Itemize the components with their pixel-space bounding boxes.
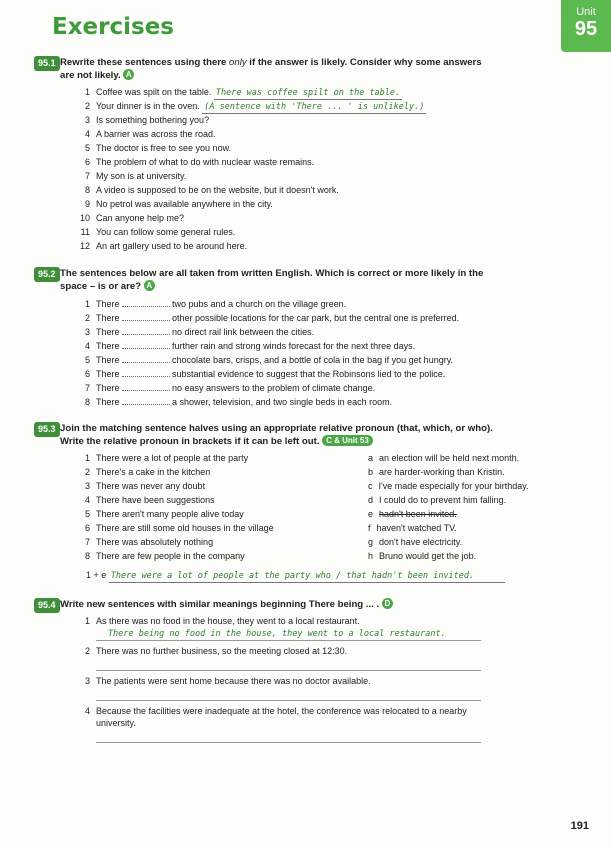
item-number: 6 (84, 523, 90, 533)
item-text: The problem of what to do with nuclear waste remains. (96, 157, 315, 167)
ex1-instr-rest: if the answer is likely. Consider why some answers (246, 57, 482, 68)
item-letter: c (368, 481, 373, 491)
item-text: chocolate bars, crisps, and a bottle of cola in the bag if you get hungry. (172, 355, 454, 365)
item-text: I've made especially for your birthday. (378, 481, 529, 491)
item-number: 5 (84, 143, 90, 153)
item-text: Because the facilities were inadequate at the hotel, the conference was relocated to a nearby (96, 706, 467, 716)
item-text: The doctor is free to see you now. (96, 143, 232, 153)
item-number: 2 (84, 313, 90, 323)
ex3-right-item (368, 467, 505, 478)
unit-label: Unit (576, 6, 596, 18)
item-number: 11 (80, 227, 90, 237)
item-number: 1 (84, 299, 90, 309)
item-lead: There (96, 299, 120, 309)
ex4-instr-end: . (373, 599, 380, 610)
item-text: don't have electricity. (379, 537, 463, 547)
ex3-instr: Join the matching sentence halves using an appropriate relative pronoun (that, which, or who). (60, 423, 493, 434)
item-number: 5 (84, 509, 90, 519)
item-text: a shower, television, and two single beds in each room. (172, 397, 393, 407)
item-letter: e (368, 509, 374, 519)
item-text: The patients were sent home because there was no doctor available. (96, 676, 371, 686)
ex2-item (78, 340, 415, 352)
ex4-instr: Write new sentences with similar meanings beginning (60, 599, 309, 610)
item-letter: f (368, 523, 371, 533)
item-letter: h (368, 551, 374, 561)
ex2-item (78, 298, 346, 310)
ex3-left-item (78, 509, 244, 520)
answer-line[interactable] (96, 688, 481, 701)
ex2-item (78, 312, 459, 324)
item-number: 4 (84, 706, 90, 716)
blank-space[interactable] (122, 326, 170, 335)
item-text: There was no further business, so the meeting closed at 12:30. (96, 646, 348, 656)
item-letter: d (368, 495, 374, 505)
exercise-4-badge: 95.4 (34, 598, 60, 613)
ex4-item (78, 646, 347, 657)
example-answer[interactable]: There were a lot of people at the party who / that hadn't been invited. (109, 571, 505, 583)
answer-line[interactable] (96, 658, 481, 671)
item-lead: There (96, 313, 120, 323)
item-number: 1 (84, 453, 90, 463)
ex2-instr-line2: space – is or are? (60, 281, 142, 292)
ex4-item (78, 616, 360, 627)
item-text: As there was no food in the house, they went to a local restaurant. (96, 616, 360, 626)
ex3-left-item (78, 537, 213, 548)
item-text: There have been suggestions (96, 495, 215, 505)
item-text: There were a lot of people at the party (96, 453, 249, 463)
item-lead: There (96, 327, 120, 337)
exercise-2-heading (38, 267, 550, 293)
item-number: 2 (84, 101, 90, 111)
ex4-item-continued: university. (96, 718, 136, 728)
item-number: 2 (84, 646, 90, 656)
exercise-1-badge: 95.1 (34, 56, 60, 71)
item-text: There are few people in the company (96, 551, 245, 561)
item-lead: There (96, 369, 120, 379)
ex3-left-item (78, 523, 274, 534)
item-text-struck: hadn't been invited. (379, 509, 457, 519)
ex1-item (78, 129, 216, 140)
item-number: 4 (84, 341, 90, 351)
page-number: 191 (570, 820, 589, 832)
item-text: substantial evidence to suggest that the Robinsons lied to the police. (172, 369, 446, 379)
ex3-left-item (78, 551, 245, 562)
exercise-3-heading (38, 422, 550, 448)
item-text: no easy answers to the problem of climate change. (172, 383, 376, 393)
exercise-4-heading (38, 598, 550, 611)
ex1-instr-bold: there (202, 57, 227, 68)
item-lead: There (96, 397, 120, 407)
item-text: There are still some old houses in the village (96, 523, 274, 533)
ex1-item (78, 87, 402, 100)
item-text: two pubs and a church on the village green. (172, 299, 347, 309)
item-text: My son is at university. (96, 171, 187, 181)
ex3-right-item (368, 551, 476, 562)
blank-space[interactable] (122, 368, 170, 377)
item-number: 10 (79, 213, 90, 223)
ex3-instr-line2: Write the relative pronoun in brackets if it can be left out. (60, 436, 320, 447)
blank-space[interactable] (122, 354, 170, 363)
ex3-right-item (368, 481, 529, 492)
ex2-item (78, 326, 314, 338)
item-lead: There (96, 341, 120, 351)
item-number: 3 (84, 676, 90, 686)
item-text: A video is supposed to be on the website, but it doesn't work. (96, 185, 339, 195)
ex4-item (78, 706, 467, 717)
item-number: 8 (84, 551, 90, 561)
answer-text[interactable]: There was coffee spilt on the table. (215, 88, 401, 98)
ex2-ref-badge: A (144, 280, 155, 291)
ex3-right-item (368, 509, 457, 520)
ex1-instr: Rewrite these sentences using (60, 57, 203, 68)
item-lead: There (96, 383, 120, 393)
item-number: 7 (84, 383, 90, 393)
item-text: Bruno would get the job. (379, 551, 477, 561)
item-number: 6 (84, 369, 90, 379)
ex1-instr-only: only (229, 57, 247, 68)
blank-space[interactable] (122, 298, 170, 307)
ex1-item (78, 157, 314, 168)
ex1-item (78, 185, 339, 196)
ex1-item (78, 213, 184, 224)
item-number: 3 (84, 481, 90, 491)
ex3-right-item (368, 523, 457, 534)
answer-text: There being no food in the house, they went to a local restaurant. (108, 629, 446, 639)
ex4-ref-badge: D (382, 598, 393, 609)
item-text: are harder-working than Kristin. (379, 467, 505, 477)
ex3-right-item (368, 453, 519, 464)
item-text: A barrier was across the road. (96, 129, 216, 139)
ex2-item (78, 368, 445, 380)
item-text: Coffee was spilt on the table. (96, 87, 212, 97)
unit-tab (561, 0, 611, 52)
item-text: There was never any doubt (96, 481, 206, 491)
item-text: Can anyone help me? (96, 213, 185, 223)
ex2-instr: The sentences below are all taken from written English. Which is correct or more likely in the (60, 268, 484, 279)
ex3-example (86, 570, 505, 583)
ex4-instr-bold: There being ... (308, 599, 374, 610)
item-number: 9 (84, 199, 90, 209)
item-text: no direct rail link between the cities. (172, 327, 315, 337)
item-number: 7 (84, 171, 90, 181)
answer-line[interactable] (96, 628, 481, 641)
item-text: Is something bothering you? (96, 115, 210, 125)
blank-space[interactable] (122, 382, 170, 391)
item-number: 12 (79, 241, 90, 251)
item-text: No petrol was available anywhere in the city. (96, 199, 273, 209)
item-number: 4 (84, 129, 90, 139)
item-text: I could do to prevent him falling. (379, 495, 507, 505)
item-letter: b (368, 467, 374, 477)
ex3-left-item (78, 495, 215, 506)
item-letter: g (368, 537, 374, 547)
ex3-right-item (368, 495, 506, 506)
ex1-item (78, 199, 273, 210)
item-text: haven't watched TV. (376, 523, 457, 533)
ex1-item (78, 171, 186, 182)
exercise-1-heading (38, 56, 550, 82)
item-text: There aren't many people alive today (96, 509, 244, 519)
ex1-item (78, 143, 231, 154)
item-number: 2 (84, 467, 90, 477)
ex2-item (78, 382, 375, 394)
page-title: Exercises (52, 14, 174, 40)
item-text: an election will be held next month. (379, 453, 520, 463)
ex1-instr-line2: are not likely. (60, 70, 121, 81)
example-label: 1 + e (86, 570, 107, 580)
item-number: 3 (84, 327, 90, 337)
item-number: 8 (84, 397, 90, 407)
ex3-right-item (368, 537, 462, 548)
item-text: Your dinner is in the oven. (96, 101, 200, 111)
ex2-item (78, 396, 392, 408)
item-number: 3 (84, 115, 90, 125)
exercise-3-badge: 95.3 (34, 422, 60, 437)
item-number: 7 (84, 537, 90, 547)
ex1-item (78, 115, 209, 126)
item-number: 8 (84, 185, 90, 195)
item-text: There's a cake in the kitchen (96, 467, 211, 477)
item-letter: a (368, 453, 374, 463)
blank-space[interactable] (122, 340, 170, 349)
blank-space[interactable] (122, 312, 170, 321)
ex1-item (78, 101, 426, 114)
item-text: You can follow some general rules. (96, 227, 236, 237)
ex1-item (78, 241, 247, 252)
item-text: An art gallery used to be around here. (96, 241, 248, 251)
item-number: 1 (84, 87, 90, 97)
item-number: 1 (84, 616, 90, 626)
ex3-left-item (78, 453, 248, 464)
item-text: other possible locations for the car park, but the central one is preferred. (172, 313, 460, 323)
item-lead: There (96, 355, 120, 365)
ex4-item (78, 676, 371, 687)
item-text: further rain and strong winds forecast for the next three days. (172, 341, 416, 351)
answer-line[interactable] (96, 730, 481, 743)
item-number: 6 (84, 157, 90, 167)
ex3-ref-badge: C & Unit 53 (322, 435, 373, 446)
ex3-left-item (78, 481, 205, 492)
blank-space[interactable] (122, 396, 170, 405)
ex2-item (78, 354, 453, 366)
item-number: 5 (84, 355, 90, 365)
item-text: There was absolutely nothing (96, 537, 214, 547)
unit-number: 95 (574, 18, 598, 40)
answer-text[interactable]: (A sentence with 'There ... ' is unlikely.) (204, 102, 425, 112)
ex1-item (78, 227, 235, 238)
item-number: 4 (84, 495, 90, 505)
exercise-2-badge: 95.2 (34, 267, 60, 282)
ex1-ref-badge: A (123, 69, 134, 80)
ex3-left-item (78, 467, 210, 478)
